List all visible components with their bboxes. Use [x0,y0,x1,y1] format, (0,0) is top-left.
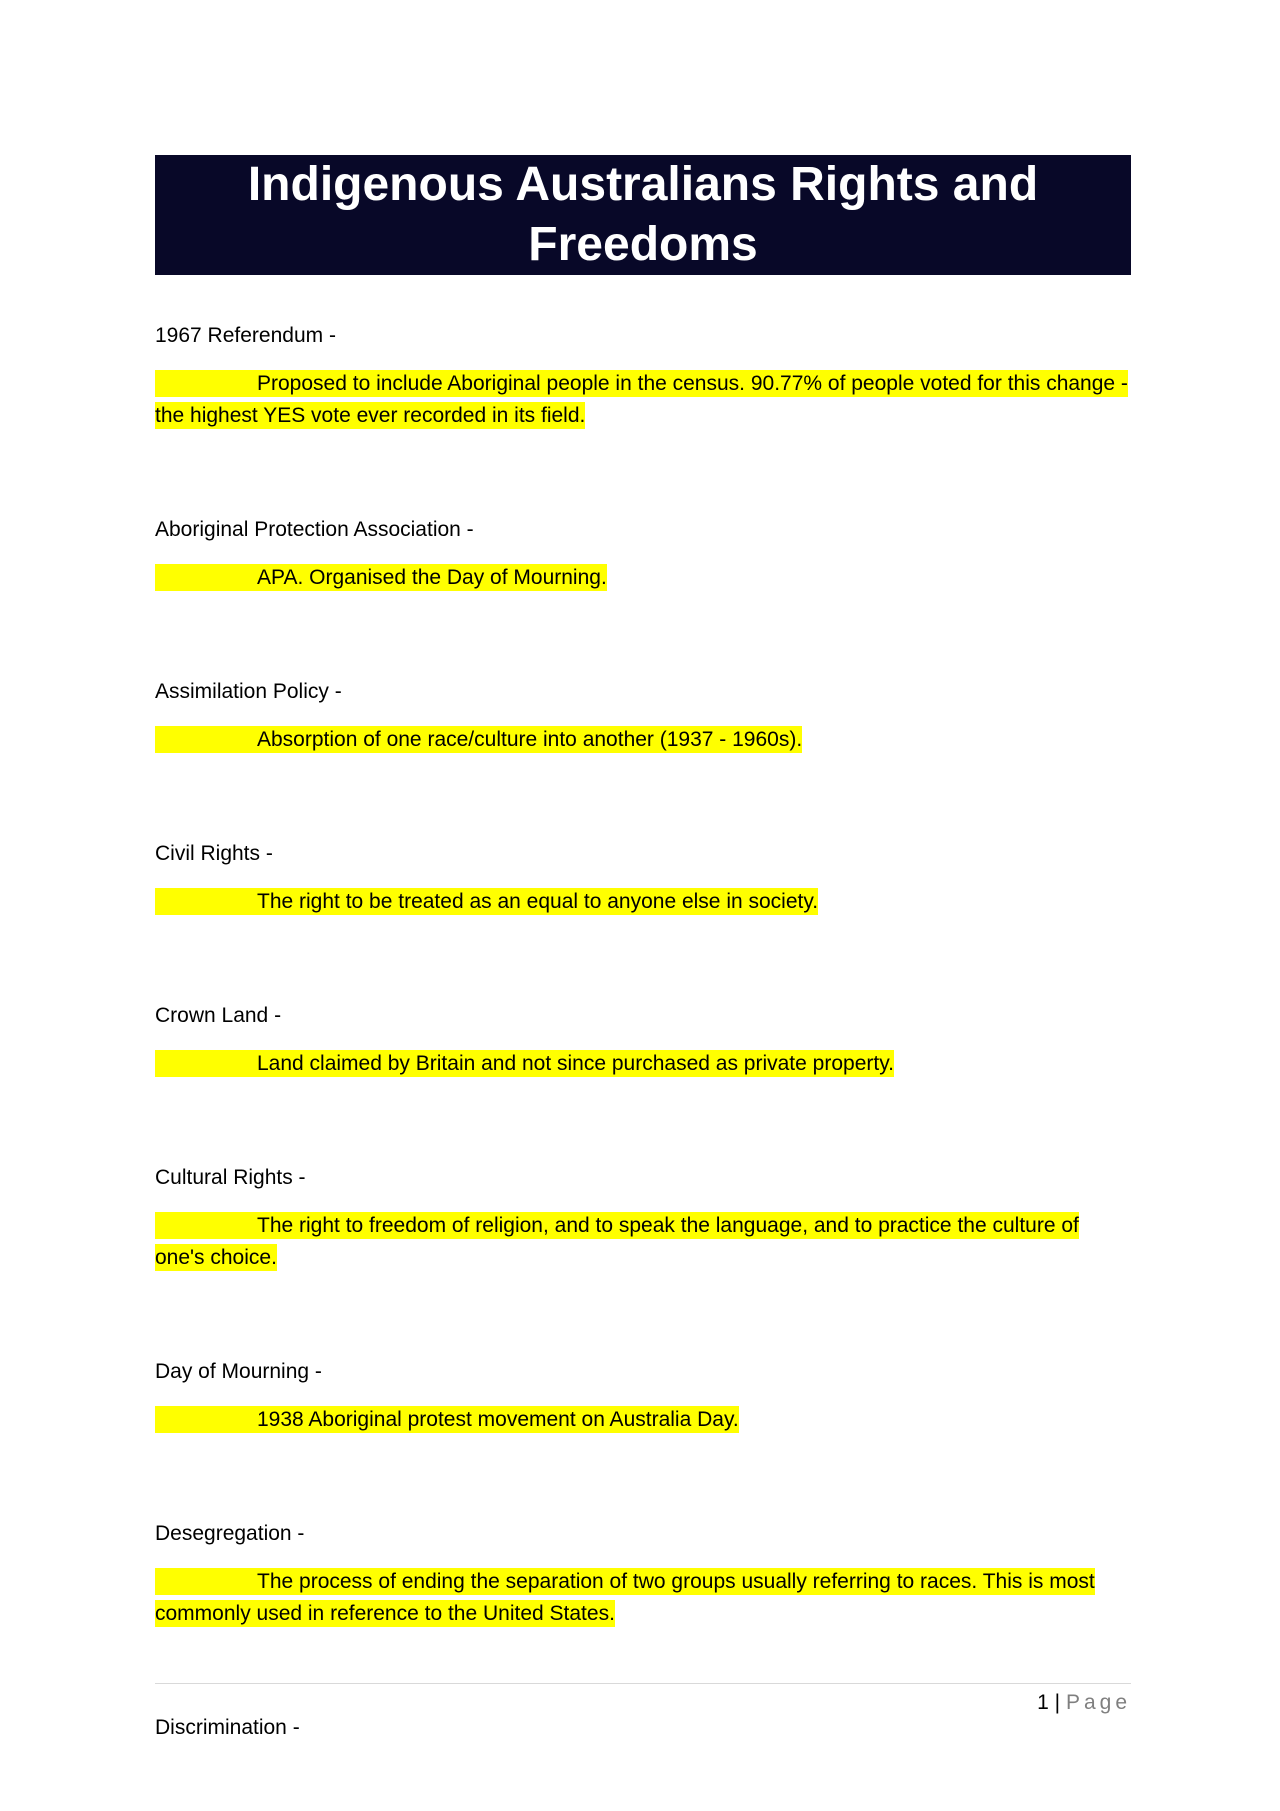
footer-rule [155,1683,1131,1684]
glossary-term: Civil Rights - [155,842,273,865]
definition-text: The right to be treated as an equal to anyone else in society. [257,890,819,913]
glossary-term: Desegregation - [155,1522,305,1545]
glossary-entry [155,1162,1131,1274]
glossary-definition [155,562,1131,594]
glossary-term: Crown Land - [155,1004,282,1027]
glossary-list [155,320,1131,1760]
glossary-definition [155,886,1131,918]
glossary-definition [155,368,1131,432]
glossary-entry [155,1000,1131,1080]
definition-text: 1938 Aboriginal protest movement on Australia Day. [257,1408,739,1431]
glossary-term: Assimilation Policy - [155,680,342,703]
glossary-entry [155,676,1131,756]
definition-text: The right to freedom of religion, and to speak the language, and to practice the culture of one's choice. [155,1214,1079,1269]
definition-text: Proposed to include Aboriginal people in the census. 90.77% of people voted for this change - the highest YES vote ever recorded in its field. [155,372,1128,427]
glossary-definition [155,1566,1131,1630]
glossary-definition [155,1048,1131,1080]
glossary-entry [155,1356,1131,1436]
glossary-term: Discrimination - [155,1716,300,1739]
glossary-term: Day of Mourning - [155,1360,322,1383]
glossary-definition [155,724,1131,756]
definition-text: Absorption of one race/culture into another (1937 - 1960s). [257,728,803,751]
definition-text: APA. Organised the Day of Mourning. [257,566,607,589]
glossary-entry [155,1518,1131,1630]
page-number [1037,1687,1131,1719]
title-banner [155,155,1131,275]
definition-text: The process of ending the separation of two groups usually referring to races. This is most commonly used in reference to the United States. [155,1570,1095,1625]
glossary-term: Cultural Rights - [155,1166,306,1189]
page-number-separator: | [1054,1691,1061,1714]
glossary-entry [155,838,1131,918]
glossary-entry [155,514,1131,594]
document-title: Indigenous Australians Rights and Freedoms [247,158,1039,271]
page-number-value: 1 [1037,1691,1049,1714]
page-label: Page [1065,1691,1131,1714]
glossary-definition [155,1404,1131,1436]
glossary-entry [155,1712,1131,1744]
glossary-term: Aboriginal Protection Association - [155,518,474,541]
glossary-definition [155,1210,1131,1274]
glossary-entry [155,320,1131,432]
glossary-term: 1967 Referendum - [155,324,336,347]
definition-text: Land claimed by Britain and not since purchased as private property. [257,1052,894,1075]
